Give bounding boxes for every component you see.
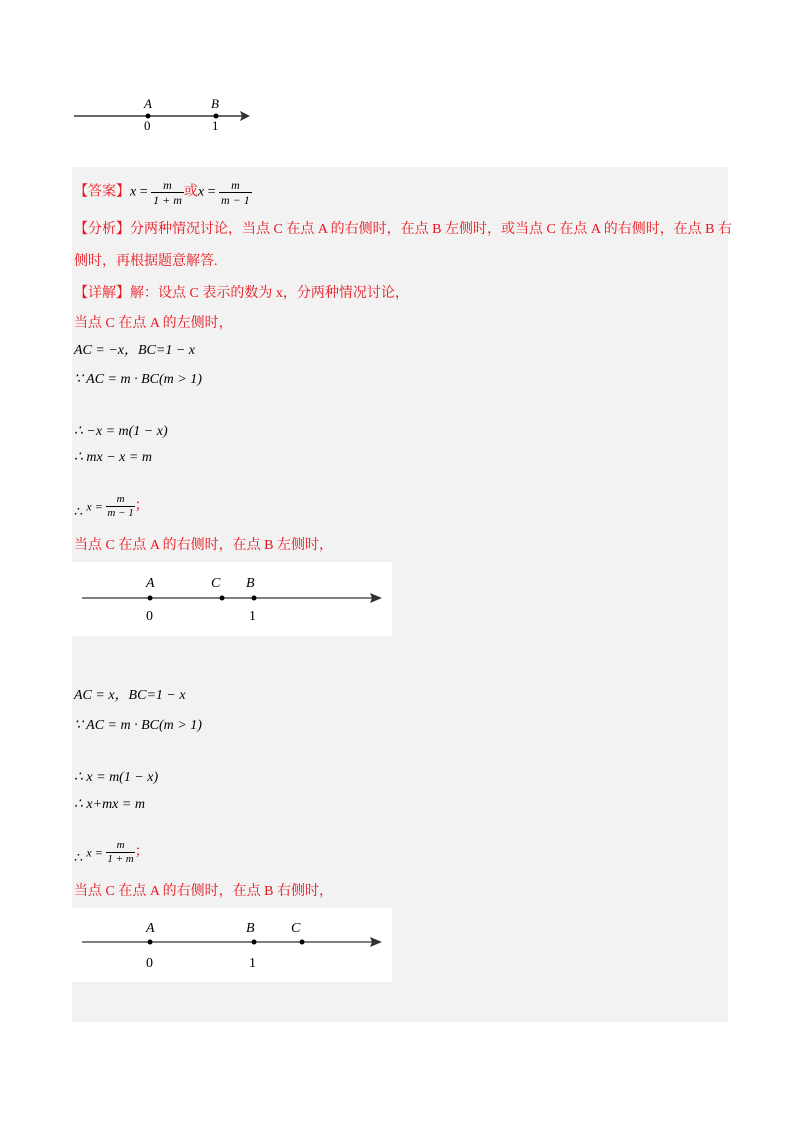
case3-title: 当点 C 在点 A 的右侧时，在点 B 右侧时， [74,884,334,899]
nl2-tick-0: 0 [146,609,153,624]
case1-result: ∴ x = $\frac{m}{m - 1}$ ； [74,493,149,520]
nl2-point-b: B [246,576,255,591]
case2-result-fraction: $\frac{m}{1 + m}$ [107,839,134,865]
number-line-3-box [72,908,392,982]
number-line-2-box [72,562,392,636]
tick-1-label: 1 [212,118,219,133]
case2-step-4: ∴ x+mx = m [74,797,145,812]
case1-step-2: ∵ AC = m · BC(m > 1) [74,372,202,387]
analysis-line-2: 侧时，再根据题意解答. [74,254,218,269]
case2-step-1: AC = x，BC=1 − x [74,688,186,703]
case1-step-3: ∴ −x = m(1 − x) [74,424,168,439]
answer-fraction-1: $\frac{m}{1 + m}$ [153,178,182,207]
case2-result: ∴ x = $\frac{m}{1 + m}$ ； [74,839,149,866]
analysis-line-1: 【分析】分两种情况讨论，当点 C 在点 A 的右侧时，在点 B 左侧时，或当点 C 在点 A 的右侧时，在点 B 右 [74,222,733,237]
case1-step-4: ∴ mx − x = m [74,450,152,465]
nl2-point-a: A [146,576,155,591]
case2-step-3: ∴ x = m(1 − x) [74,770,159,785]
case2-title: 当点 C 在点 A 的右侧时，在点 B 左侧时， [74,538,334,553]
nl3-tick-1: 1 [249,956,256,971]
point-a-label: A [144,96,152,111]
number-line-2 [72,562,392,636]
analysis-tag: 【分析】 [74,222,130,237]
nl3-point-b: B [246,921,255,936]
case1-step-1: AC = −x，BC=1 − x [74,343,195,358]
detail-intro: 【详解】解：设点 C 表示的数为 x，分两种情况讨论， [74,286,409,301]
answer-tag: 【答案】 [74,184,130,200]
detail-tag: 【详解】 [74,286,130,301]
nl3-point-c: C [291,921,301,936]
number-line-3 [72,908,392,982]
case2-step-2: ∵ AC = m · BC(m > 1) [74,718,202,733]
answer-or: 或 [183,184,198,200]
case1-result-fraction: $\frac{m}{m - 1}$ [107,493,134,519]
point-b-label: B [211,96,219,111]
answer-fraction-2: $\frac{m}{m - 1}$ [221,178,250,207]
nl2-tick-1: 1 [249,609,256,624]
nl3-tick-0: 0 [146,956,153,971]
nl3-point-a: A [146,921,155,936]
tick-0-label: 0 [144,118,151,133]
nl2-point-c: C [211,576,221,591]
top-number-line [70,92,260,136]
answer-line: 【答案】x = $\frac{m}{1 + m}$ 或x = $\frac{m}{m - 1}$ [74,178,250,207]
case1-title: 当点 C 在点 A 的左侧时， [74,316,233,331]
